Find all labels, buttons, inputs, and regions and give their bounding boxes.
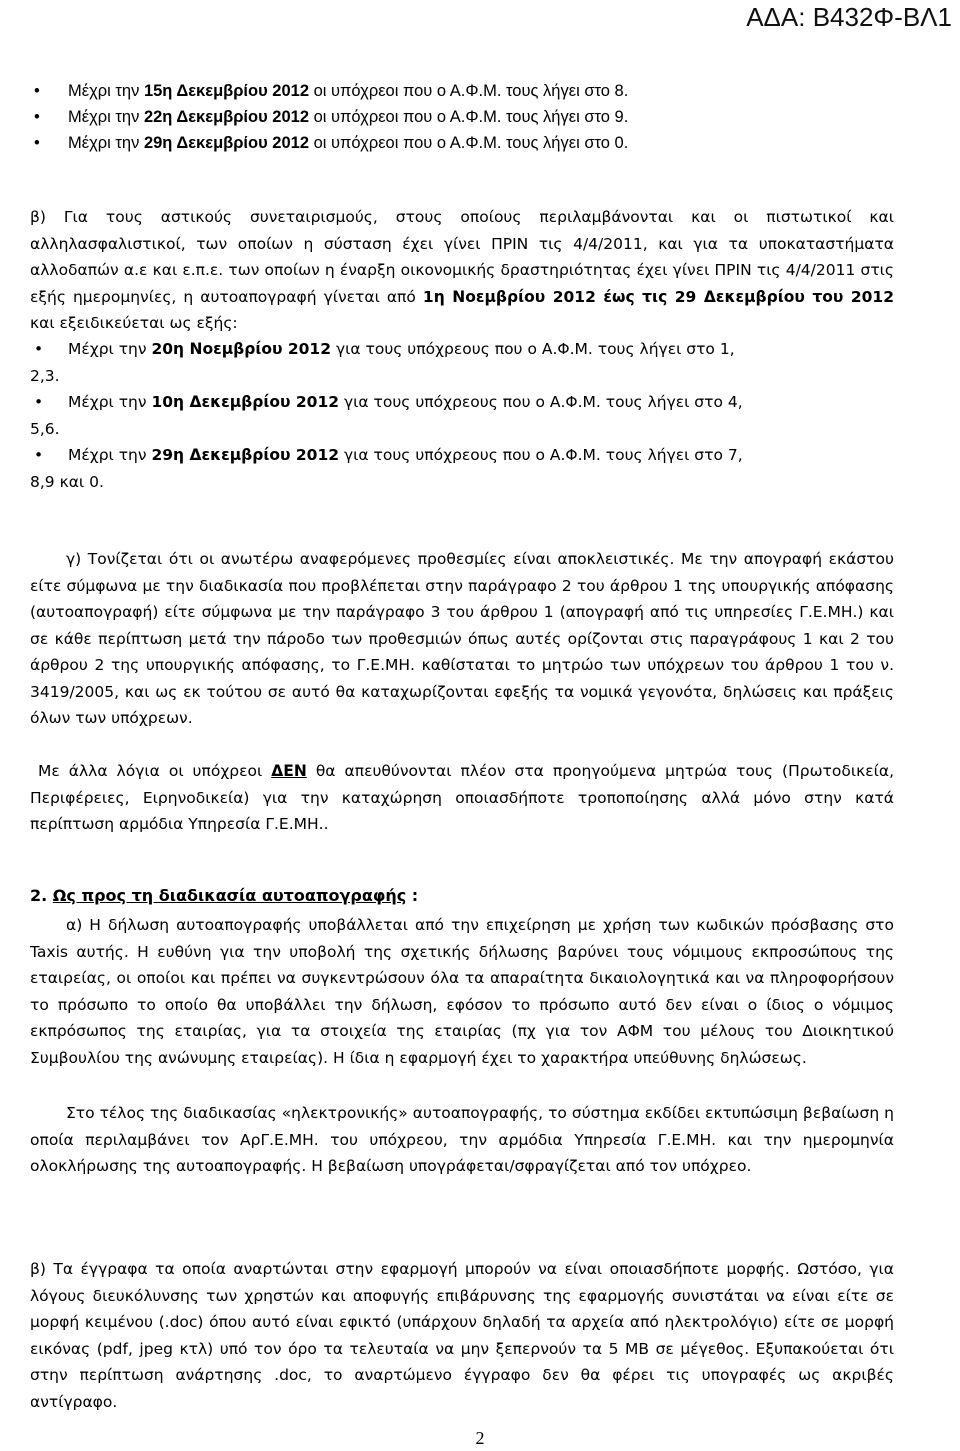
list-item: • Μέχρι την 15η Δεκεμβρίου 2012 οι υπόχρεοι που ο Α.Φ.Μ. τους λήγει στο 8. [30, 78, 628, 104]
list-item: • Μέχρι την 29η Δεκεμβρίου 2012 για τους υπόχρεους που ο Α.Φ.Μ. τους λήγει στο 7, 8,9 και 0. [30, 442, 898, 495]
list-item: • Μέχρι την 10η Δεκεμβρίου 2012 για τους υπόχρεους που ο Α.Φ.Μ. τους λήγει στο 4, 5,6. [30, 389, 898, 442]
paragraph-certificate: Στο τέλος της διαδικασίας «ηλεκτρονικής» αυτοαπογραφής, το σύστημα εκδίδει εκτυπώσιμη βεβαίωση η οποία περιλαμβάνει τον ΑρΓ.Ε.ΜΗ. του υπόχρεου, την αρμόδια Υπηρεσία Γ.Ε.ΜΗ. και την ημερομηνία ολοκλήρωσης της αυτοαπογραφής. Η βεβαίωση υπογράφεται/σφραγίζεται από τον υπόχρεο. [30, 1104, 894, 1175]
page-number: 2 [475, 1428, 485, 1448]
bullet-icon: • [34, 340, 44, 358]
paragraph-gamma-other-words: Με άλλα λόγια οι υπόχρεοι ΔΕΝ θα απευθύνονται πλέον στα προηγούμενα μητρώα τους (Πρωτοδικεία, Περιφέρειες, Ειρηνοδικεία) για την καταχώρηση οποιασδήποτε τροποποίησης αλλά μόνο στην κατά περίπτωση αρμόδια Υπηρεσία Γ.Ε.ΜΗ.. [30, 762, 894, 833]
ada-header: ΑΔΑ: Β432Φ-ΒΛ1 [746, 2, 952, 32]
bullet-icon: • [34, 134, 40, 152]
deadline-list-2 [30, 336, 898, 495]
paragraph-beta-documents: β) Τα έγγραφα τα οποία αναρτώνται στην εφαρμογή μπορούν να είναι οποιασδήποτε μορφής. Ωστόσο, για λόγους διευκόλυνσης των χρηστών και αποφυγής επιβάρυνσης της εφαρμογής συνιστάται να είναι είτε σε μορφή κειμένου (.doc) όπου αυτό είναι εφικτό (υπάρχουν δηλαδή τα αρχεία από ηλεκτρολόγιο) είτε σε μορφή εικόνας (pdf, jpeg κτλ) υπό τον όρο τα τελευταία να μην ξεπερνούν τα 5 MB σε μέγεθος. Εξυπακούεται ότι στην περίπτωση ανάρτησης .doc, το αναρτώμενο έγγραφο δεν θα φέρει τις υπογραφές ως ακριβές αντίγραφο. [30, 1260, 894, 1411]
section-heading-2: 2. Ως προς τη διαδικασία αυτοαπογραφής : [30, 886, 419, 905]
paragraph-beta-cooperatives: β) Για τους αστικούς συνεταιρισμούς, στους οποίους περιλαμβάνονται και οι πιστωτικοί και αλληλασφαλιστικοί, των οποίων η σύσταση έχει γίνει ΠΡΙΝ τις 4/4/2011, και για τα υποκαταστήματα αλλοδαπών α.ε και ε.π.ε. των οποίων η έναρξη οικονομικής δραστηριότητας έχει γίνει ΠΡΙΝ τις 4/4/2011 στις εξής ημερομηνίες, η αυτοαπογραφή γίνεται από 1η Νοεμβρίου 2012 έως τις 29 Δεκεμβρίου του 2012 και εξειδικεύεται ως εξής: [30, 208, 894, 332]
bullet-icon: • [34, 393, 44, 411]
deadline-list-1 [30, 78, 628, 156]
list-item: • Μέχρι την 29η Δεκεμβρίου 2012 οι υπόχρεοι που ο Α.Φ.Μ. τους λήγει στο 0. [30, 130, 628, 156]
list-item: • Μέχρι την 22η Δεκεμβρίου 2012 οι υπόχρεοι που ο Α.Φ.Μ. τους λήγει στο 9. [30, 104, 628, 130]
bullet-icon: • [34, 446, 44, 464]
paragraph-alpha-submission: α) Η δήλωση αυτοαπογραφής υποβάλλεται από την επιχείρηση με χρήση των κωδικών πρόσβασης στο Taxis αυτής. Η ευθύνη για την υποβολή της σχετικής δήλωσης βαρύνει τους νόμιμους εκπροσώπους της εταιρείας, οι οποίοι και πρέπει να συγκεντρώσουν όλα τα απαραίτητα δικαιολογητικά και να πληροφορήσουν το πρόσωπο το οποίο θα υποβάλλει την δήλωση, εφόσον το πρόσωπο αυτό δεν είναι ο ίδιος ο νόμιμος εκπρόσωπος της εταιρίας, για τα στοιχεία της εταιρίας (πχ για τον ΑΦΜ του μέλους του Διοικητικού Συμβουλίου της ανώνυμης εταιρείας). Η ίδια η εφαρμογή έχει το χαρακτήρα υπεύθυνης δηλώσεως. [30, 916, 894, 1067]
paragraph-gamma-deadlines: γ) Τονίζεται ότι οι ανωτέρω αναφερόμενες προθεσμίες είναι αποκλειστικές. Με την απογραφή εκάστου είτε σύμφωνα με την διαδικασία που προβλέπεται στην παράγραφο 2 του άρθρου 1 της υπουργικής απόφασης (αυτοαπογραφή) είτε σύμφωνα με την παράγραφο 3 του άρθρου 1 (απογραφή από τις υπηρεσίες Γ.Ε.ΜΗ.) και σε κάθε περίπτωση μετά την πάροδο των προθεσμιών όπως αυτές ορίζονται στις παραγράφους 1 και 2 του άρθρου 2 της υπουργικής απόφασης, το Γ.Ε.ΜΗ. καθίσταται το μητρώο των υπόχρεων του άρθρου 1 του ν. 3419/2005, και ως εκ τούτου σε αυτό θα καταχωρίζονται εφεξής τα νομικά γεγονότα, δηλώσεις και πράξεις όλων των υπόχρεων. [30, 550, 894, 727]
list-item: • Μέχρι την 20η Νοεμβρίου 2012 για τους υπόχρεους που ο Α.Φ.Μ. τους λήγει στο 1, 2,3. [30, 336, 898, 389]
bullet-icon: • [34, 108, 40, 126]
bullet-icon: • [34, 82, 40, 100]
